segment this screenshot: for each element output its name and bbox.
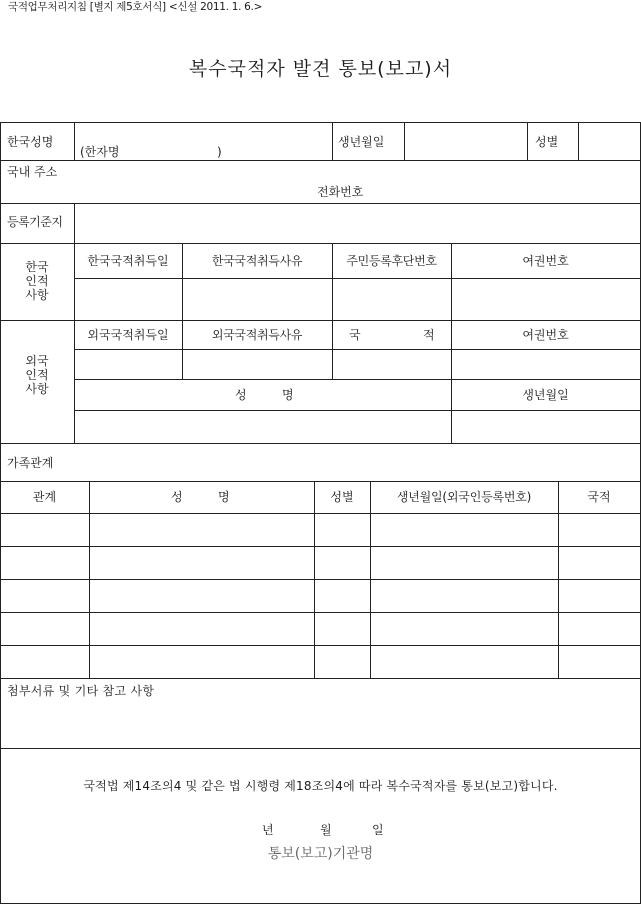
- family-nationality-cell[interactable]: [559, 613, 639, 644]
- korean-name-label: 한국성명: [7, 135, 54, 149]
- attachments-label: 첨부서류 및 기타 참고 사항: [7, 684, 155, 698]
- family-nationality-cell[interactable]: [559, 580, 639, 611]
- nationality-header-1: 국: [349, 328, 361, 342]
- family-name-cell[interactable]: [90, 580, 313, 611]
- family-nationality-header: 국적: [587, 490, 611, 504]
- family-sex-cell[interactable]: [315, 580, 369, 611]
- foreign-acquisition-reason-header: 외국국적취득사유: [211, 328, 303, 342]
- family-birthdate-header: 생년월일(외국인등록번호): [396, 490, 532, 504]
- family-name-cell[interactable]: [90, 514, 313, 545]
- family-relation-cell[interactable]: [1, 580, 88, 611]
- foreign-personal-section-label: 외국 인적 사항: [25, 354, 49, 396]
- family-relation-cell[interactable]: [1, 547, 88, 578]
- korean-acquisition-reason-field[interactable]: [183, 279, 331, 319]
- date-day-label: 일: [372, 823, 384, 837]
- foreign-acquisition-date-field[interactable]: [75, 350, 181, 378]
- korean-acquisition-date-header: 한국국적취득일: [87, 254, 169, 268]
- registry-field[interactable]: [75, 204, 639, 242]
- nationality-field[interactable]: [333, 350, 450, 378]
- family-section-label: 가족관계: [7, 456, 54, 470]
- foreign-birthdate-field[interactable]: [452, 411, 639, 442]
- family-name-cell[interactable]: [90, 613, 313, 644]
- date-year-label: 년: [262, 823, 274, 837]
- form-title: 복수국적자 발견 통보(보고)서: [188, 58, 453, 80]
- address-field[interactable]: [1, 161, 639, 202]
- family-birthdate-cell[interactable]: [371, 514, 557, 545]
- family-sex-cell[interactable]: [315, 613, 369, 644]
- family-sex-cell[interactable]: [315, 646, 369, 677]
- family-sex-cell[interactable]: [315, 547, 369, 578]
- form-reference-note: 국적업무처리지침 [별지 제5호서식] <신설 2011. 1. 6.>: [8, 1, 263, 13]
- attachments-field[interactable]: [1, 699, 639, 747]
- family-nationality-cell[interactable]: [559, 514, 639, 545]
- resident-number-header: 주민등록후단번호: [346, 254, 437, 268]
- family-sex-cell[interactable]: [315, 514, 369, 545]
- family-name-header-1: 성: [171, 490, 183, 504]
- foreign-birthdate-label: 생년월일: [522, 388, 569, 402]
- foreign-passport-header: 여권번호: [522, 328, 569, 342]
- address-label: 국내 주소: [7, 165, 58, 179]
- foreign-name-label-1: 성: [235, 388, 247, 402]
- family-nationality-cell[interactable]: [559, 547, 639, 578]
- family-sex-header: 성별: [330, 490, 354, 504]
- family-name-cell[interactable]: [90, 547, 313, 578]
- family-birthdate-cell[interactable]: [371, 613, 557, 644]
- family-relation-header: 관계: [32, 490, 57, 504]
- hanja-name-label: (한자명: [80, 145, 120, 159]
- date-month-label: 월: [320, 823, 332, 837]
- notification-form: [0, 122, 641, 904]
- sex-label: 성별: [535, 135, 559, 149]
- korean-passport-header: 여권번호: [522, 254, 569, 268]
- family-birthdate-cell[interactable]: [371, 646, 557, 677]
- family-birthdate-cell[interactable]: [371, 580, 557, 611]
- issuing-agency-label: 통보(보고)기관명: [267, 846, 374, 862]
- family-name-header-2: 명: [218, 490, 230, 504]
- phone-label: 전화번호: [317, 185, 364, 199]
- foreign-name-label-2: 명: [282, 388, 294, 402]
- family-relation-cell[interactable]: [1, 514, 88, 545]
- registry-label: 등록기준지: [7, 215, 63, 229]
- family-relation-cell[interactable]: [1, 646, 88, 677]
- family-birthdate-cell[interactable]: [371, 547, 557, 578]
- declaration-text: 국적법 제14조의4 및 같은 법 시행령 제18조의4에 따라 복수국적자를 통보(보고)합니다.: [83, 779, 558, 793]
- korean-acquisition-date-field[interactable]: [75, 279, 181, 319]
- korean-passport-field[interactable]: [452, 279, 639, 319]
- foreign-name-field[interactable]: [75, 411, 450, 442]
- family-nationality-cell[interactable]: [559, 646, 639, 677]
- family-name-cell[interactable]: [90, 646, 313, 677]
- foreign-acquisition-reason-field[interactable]: [183, 350, 331, 378]
- korean-acquisition-reason-header: 한국국적취득사유: [211, 254, 303, 268]
- hanja-name-close: ): [217, 145, 222, 159]
- korean-personal-section-label: 한국 인적 사항: [25, 260, 49, 302]
- resident-number-field[interactable]: [333, 279, 450, 319]
- foreign-passport-field[interactable]: [452, 350, 639, 378]
- birthdate-field[interactable]: [405, 124, 526, 159]
- family-relation-cell[interactable]: [1, 613, 88, 644]
- foreign-acquisition-date-header: 외국국적취득일: [87, 328, 169, 342]
- sex-field[interactable]: [579, 124, 639, 159]
- nationality-header-2: 적: [423, 328, 435, 342]
- birthdate-label: 생년월일: [338, 135, 385, 149]
